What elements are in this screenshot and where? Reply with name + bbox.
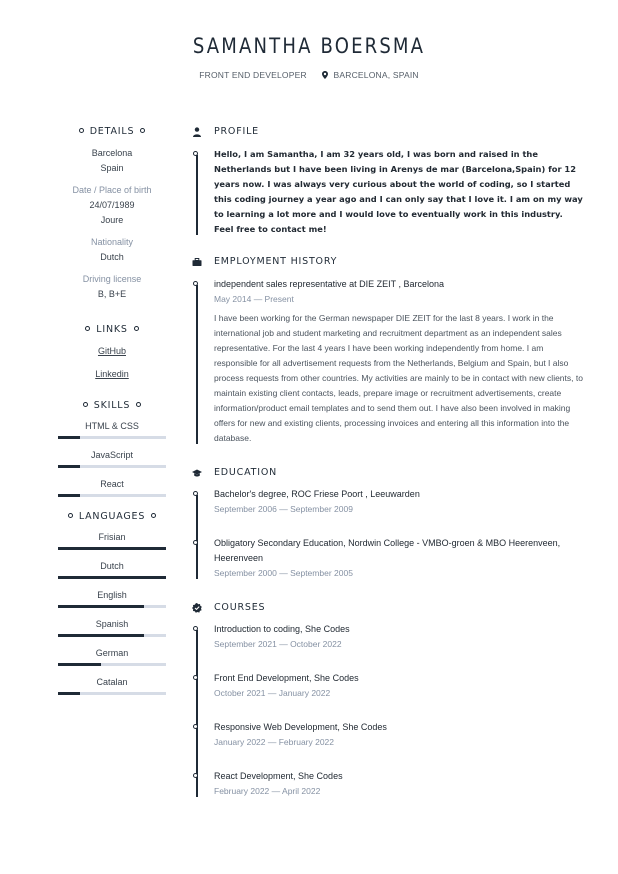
timeline-dot bbox=[193, 491, 198, 496]
profile-section bbox=[192, 126, 584, 237]
language-bar-fill bbox=[58, 663, 101, 666]
education-heading: EDUCATION bbox=[192, 467, 584, 479]
ring-icon bbox=[151, 513, 156, 518]
skill-bar-fill bbox=[58, 436, 80, 439]
course-date: October 2021 — January 2022 bbox=[214, 688, 331, 698]
language-name: Catalan bbox=[96, 677, 128, 687]
badge-check-icon bbox=[192, 603, 202, 613]
skill-name: JavaScript bbox=[90, 450, 134, 460]
details-country: Spain bbox=[100, 163, 124, 173]
education-entry bbox=[214, 536, 584, 581]
header-subline bbox=[0, 70, 618, 81]
github-link[interactable]: GitHub bbox=[97, 346, 126, 356]
profile-entry bbox=[214, 147, 584, 237]
course-title: Front End Development, She Codes bbox=[214, 673, 359, 683]
languages-heading: LANGUAGES bbox=[58, 511, 166, 522]
language-bar bbox=[58, 692, 166, 695]
courses-heading: COURSES bbox=[192, 602, 584, 614]
timeline-dot bbox=[193, 626, 198, 631]
person-icon bbox=[192, 127, 202, 137]
details-heading: DETAILS bbox=[58, 126, 166, 137]
education-date: September 2000 — September 2005 bbox=[214, 568, 353, 578]
education-title: Obligatory Secondary Education, Nordwin College - VMBO-groen & MBO Heerenveen, Heerenveen bbox=[214, 538, 561, 563]
skill-bar bbox=[58, 436, 166, 439]
education-title: Bachelor's degree, ROC Friese Poort , Leeuwarden bbox=[214, 489, 420, 499]
job-title: FRONT END DEVELOPER bbox=[199, 70, 307, 80]
profile-timeline bbox=[192, 147, 584, 237]
birth-date: 24/07/1989 bbox=[89, 200, 135, 210]
language-bar bbox=[58, 547, 166, 550]
language-bar-fill bbox=[58, 576, 166, 579]
course-date: February 2022 — April 2022 bbox=[214, 786, 321, 796]
skill-bar bbox=[58, 494, 166, 497]
employment-timeline bbox=[192, 277, 584, 446]
language-bar-fill bbox=[58, 692, 80, 695]
resume-header bbox=[0, 34, 618, 81]
language-bar-fill bbox=[58, 605, 144, 608]
skill-name: HTML & CSS bbox=[85, 421, 139, 431]
language-bar bbox=[58, 605, 166, 608]
timeline-dot bbox=[193, 773, 198, 778]
languages-list bbox=[58, 531, 166, 695]
courses-section bbox=[192, 602, 584, 799]
full-name: SAMANTHA BOERSMA bbox=[192, 34, 426, 58]
birth-place: Joure bbox=[100, 215, 124, 225]
language-name: English bbox=[97, 590, 127, 600]
course-entry bbox=[214, 671, 584, 701]
timeline-dot bbox=[193, 151, 198, 156]
nationality-label: Nationality bbox=[90, 237, 134, 247]
ring-icon bbox=[68, 513, 73, 518]
timeline-dot bbox=[193, 281, 198, 286]
course-entry bbox=[214, 622, 584, 652]
education-date: September 2006 — September 2009 bbox=[214, 504, 353, 514]
employment-date: May 2014 — Present bbox=[214, 294, 294, 304]
birth-label: Date / Place of birth bbox=[72, 185, 152, 195]
employment-title: independent sales representative at DIE ZEIT , Barcelona bbox=[214, 279, 444, 289]
location: BARCELONA, SPAIN bbox=[333, 70, 419, 80]
course-date: January 2022 — February 2022 bbox=[214, 737, 335, 747]
ring-icon bbox=[85, 326, 90, 331]
timeline-dot bbox=[193, 675, 198, 680]
briefcase-icon bbox=[192, 257, 202, 267]
language-bar-fill bbox=[58, 547, 166, 550]
language-name: Frisian bbox=[98, 532, 126, 542]
employment-description: I have been working for the German newspaper DIE ZEIT for the last 8 years. I work in the international job and student marketing and recruitment department as an independent sales representative. For the last 4 years I have been working independently from home. I am responsible for all advertisement requests from the Netherlands, Belgium and Spain, but I also process requests from other countries. My activities are mainly to be in contact with new clients, to maintain existing client contacts, leads, prepare image or recruitment advertisements, create information/product email templates and to send them out. I have also been involved in making offers for new and existing clients, processing invoices and entering all this information into the database. bbox=[214, 313, 583, 443]
language-bar bbox=[58, 634, 166, 637]
education-entry bbox=[214, 487, 584, 517]
language-name: Spanish bbox=[95, 619, 129, 629]
employment-section bbox=[192, 256, 584, 446]
language-name: Dutch bbox=[100, 561, 124, 571]
language-bar bbox=[58, 663, 166, 666]
license: B, B+E bbox=[97, 289, 127, 299]
skills-list bbox=[58, 420, 166, 497]
nationality: Dutch bbox=[100, 252, 124, 262]
skill-bar bbox=[58, 465, 166, 468]
skill-name: React bbox=[100, 479, 124, 489]
sidebar bbox=[58, 126, 166, 705]
employment-heading: EMPLOYMENT HISTORY bbox=[192, 256, 584, 268]
course-title: Responsive Web Development, She Codes bbox=[214, 722, 387, 732]
profile-heading: PROFILE bbox=[192, 126, 584, 138]
ring-icon bbox=[83, 402, 88, 407]
course-entry bbox=[214, 769, 584, 799]
details-city: Barcelona bbox=[91, 148, 133, 158]
skills-heading: SKILLS bbox=[58, 400, 166, 411]
skill-bar-fill bbox=[58, 465, 80, 468]
timeline-dot bbox=[193, 724, 198, 729]
course-date: September 2021 — October 2022 bbox=[214, 639, 342, 649]
profile-text: Hello, I am Samantha, I am 32 years old, I was born and raised in the Netherlands but I have been living in Arenys de mar (Barcelona,Spain) for 12 years now. I was always very curious about the world of coding, so I started this coding journey a year ago and I can only say that I love it. I am on my way to learning a lot more and I would love to eventually work in this industry. Feel free to contact me! bbox=[214, 149, 583, 234]
links-heading: LINKS bbox=[58, 324, 166, 335]
license-label: Driving license bbox=[82, 274, 142, 284]
location-pin-icon bbox=[322, 71, 328, 81]
courses-timeline bbox=[192, 622, 584, 799]
ring-icon bbox=[79, 128, 84, 133]
employment-entry bbox=[214, 277, 584, 446]
language-bar bbox=[58, 576, 166, 579]
education-timeline bbox=[192, 487, 584, 581]
education-section bbox=[192, 467, 584, 581]
ring-icon bbox=[136, 402, 141, 407]
graduation-cap-icon bbox=[192, 468, 202, 478]
course-title: Introduction to coding, She Codes bbox=[214, 624, 350, 634]
main-content bbox=[192, 126, 584, 799]
timeline-dot bbox=[193, 540, 198, 545]
skill-bar-fill bbox=[58, 494, 80, 497]
ring-icon bbox=[140, 128, 145, 133]
course-entry bbox=[214, 720, 584, 750]
language-name: German bbox=[95, 648, 129, 658]
linkedin-link[interactable]: Linkedin bbox=[95, 369, 129, 379]
course-title: React Development, She Codes bbox=[214, 771, 343, 781]
language-bar-fill bbox=[58, 634, 144, 637]
ring-icon bbox=[134, 326, 139, 331]
